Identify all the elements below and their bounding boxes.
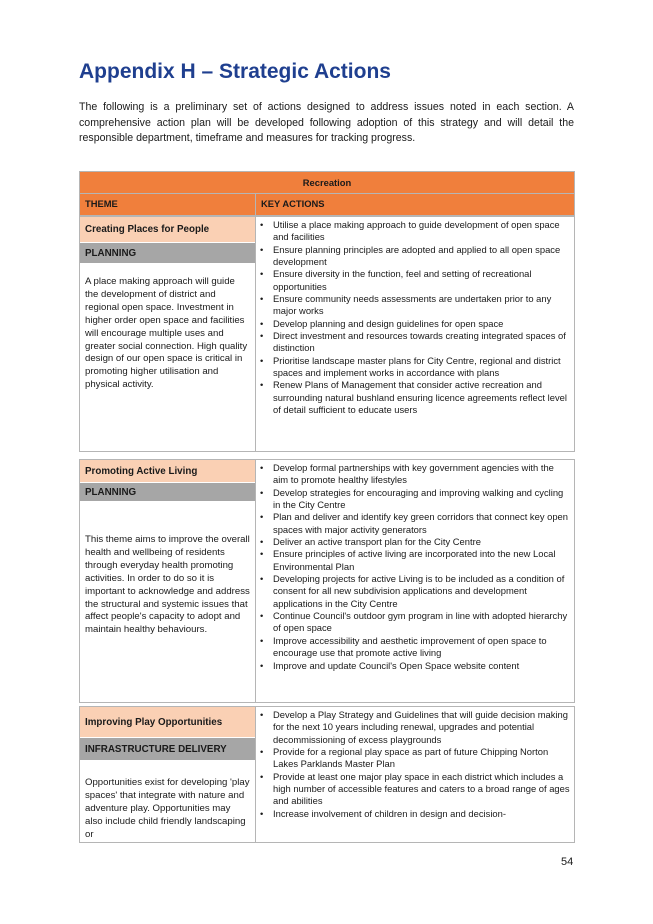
theme-category: PLANNING xyxy=(80,242,255,263)
theme-description: Opportunities exist for developing 'play spaces' that integrate with nature and adventure play. Opportunities may also include child friendly landscaping or xyxy=(85,777,250,840)
recreation-header-table xyxy=(79,171,575,216)
list-item: • Ensure principles of active living are incorporated into the new Local Environmental Plan xyxy=(256,548,570,573)
list-item: • Improve and update Council's Open Space website content xyxy=(256,660,570,672)
list-item: • Develop formal partnerships with key government agencies with the aim to promote healthy lifestyles xyxy=(256,462,570,487)
column-header-theme: THEME xyxy=(80,194,256,216)
column-header-key-actions: KEY ACTIONS xyxy=(256,194,575,216)
list-item: • Prioritise landscape master plans for City Centre, regional and district spaces and implement works in accordance with plans xyxy=(256,355,570,380)
theme-description: A place making approach will guide the development of district and regional open space. Investment in higher order open space and facilities will encourage multiple uses and greater social connection. High quality design of our open space is critical in promoting higher utilisation and physical activity. xyxy=(85,276,248,391)
theme-category: INFRASTRUCTURE DELIVERY xyxy=(80,737,255,760)
theme-name: Creating Places for People xyxy=(80,217,255,242)
theme-name: Improving Play Opportunities xyxy=(80,707,255,737)
list-item: • Ensure diversity in the function, feel and setting of recreational opportunities xyxy=(256,268,570,293)
list-item: • Developing projects for active Living is to be included as a condition of consent for all new subdivision applications and development applications in the City Centre xyxy=(256,573,570,610)
list-item: • Develop strategies for encouraging and improving walking and cycling in the City Centre xyxy=(256,487,570,512)
key-actions-list xyxy=(256,707,574,820)
list-item: • Improve accessibility and aesthetic improvement of open space to encourage use that promote active living xyxy=(256,635,570,660)
theme-description: This theme aims to improve the overall health and wellbeing of residents through everyday health promoting activities. In order to do so it is important to acknowledge and address the structural and systemic issues that affect people's capacity to adopt and maintain healthy behaviours. xyxy=(85,534,250,636)
table-row xyxy=(79,459,575,703)
list-item: • Provide for a regional play space as part of future Chipping Norton Lakes Parklands Master Plan xyxy=(256,746,570,771)
list-item: • Develop planning and design guidelines for open space xyxy=(256,318,570,330)
table-caption: Recreation xyxy=(80,172,575,194)
theme-cell xyxy=(80,460,256,703)
page-title: Appendix H – Strategic Actions xyxy=(79,60,391,83)
theme-cell xyxy=(80,217,256,452)
list-item: • Renew Plans of Management that consider active recreation and surrounding natural bushland ensuring licence agreements reflect level of detail sufficient to educate users xyxy=(256,379,570,416)
actions-cell xyxy=(256,460,575,703)
actions-cell xyxy=(256,707,575,843)
page-number: 54 xyxy=(561,856,574,868)
key-actions-list xyxy=(256,217,574,417)
list-item: • Utilise a place making approach to guide development of open space and facilities xyxy=(256,219,570,244)
table-row xyxy=(79,706,575,843)
list-item: • Direct investment and resources towards creating integrated spaces of distinction xyxy=(256,330,570,355)
list-item: • Deliver an active transport plan for the City Centre xyxy=(256,536,570,548)
list-item: • Plan and deliver and identify key green corridors that connect key open spaces with major activity generators xyxy=(256,511,570,536)
list-item: • Develop a Play Strategy and Guidelines that will guide decision making for the next 10 years including renewal, upgrades and potential decommissioning of excess playgrounds xyxy=(256,709,570,746)
list-item: • Increase involvement of children in design and decision- xyxy=(256,808,570,820)
list-item: • Ensure planning principles are adopted and applied to all open space development xyxy=(256,244,570,269)
list-item: • Provide at least one major play space in each district which includes a high number of accessible features and caters to a broad range of ages and abilities xyxy=(256,771,570,808)
table-row xyxy=(79,216,575,452)
actions-cell xyxy=(256,217,575,452)
theme-name: Promoting Active Living xyxy=(80,460,255,482)
intro-paragraph: The following is a preliminary set of actions designed to address issues noted in each section. A comprehensive action plan will be developed following adoption of this strategy and will detail the responsible department, timeframe and measures for tracking progress. xyxy=(79,101,574,144)
list-item: • Ensure community needs assessments are undertaken prior to any major works xyxy=(256,293,570,318)
theme-cell xyxy=(80,707,256,843)
key-actions-list xyxy=(256,460,574,672)
theme-category: PLANNING xyxy=(80,482,255,501)
list-item: • Continue Council's outdoor gym program in line with adopted hierarchy of open space xyxy=(256,610,570,635)
